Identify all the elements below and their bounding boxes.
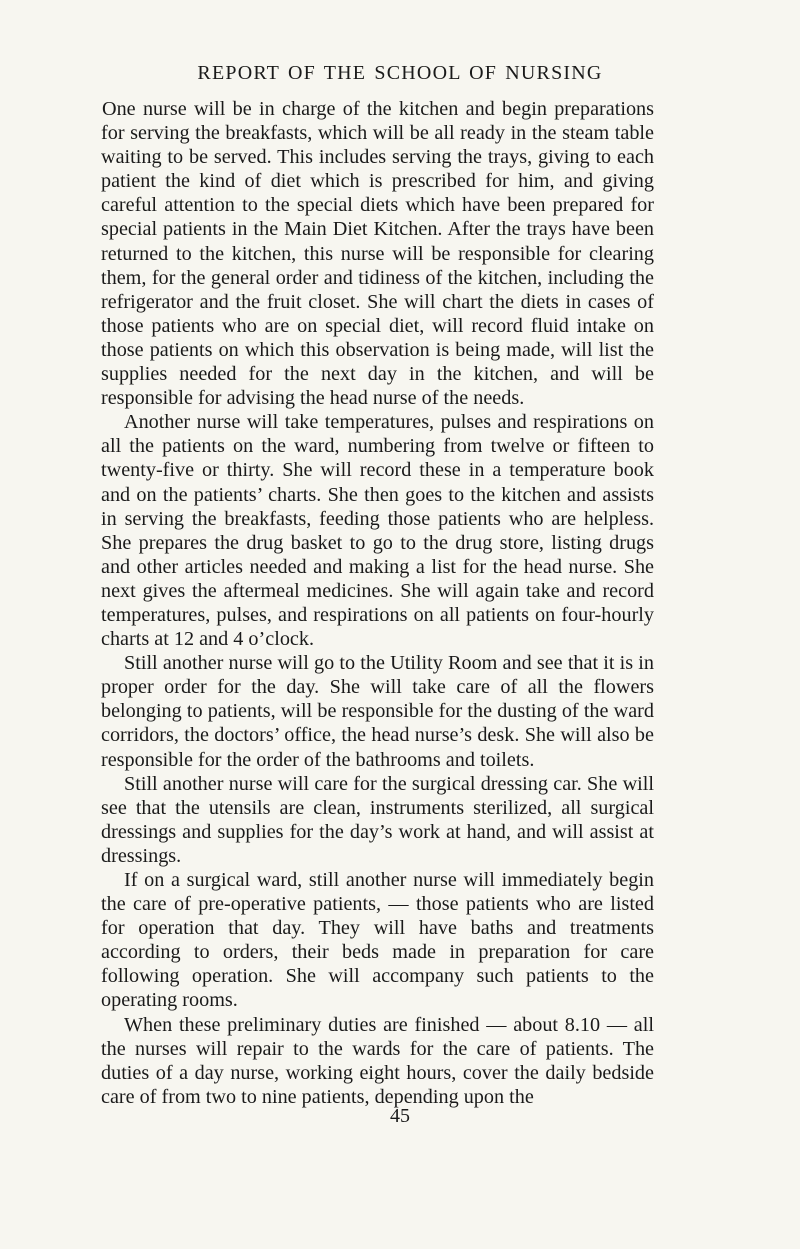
- page-number: 45: [390, 1105, 410, 1127]
- paragraph-pre-operative-nurse: If on a surgical ward, still another nurse will immediately begin the care of pre-operative patients, — those patients who are listed for operation that day. They will have baths and treatments according to orders, their beds made in preparation for care following operation. She will accompany such patients to the operating rooms.: [101, 869, 654, 1012]
- running-head: REPORT OF THE SCHOOL OF NURSING: [197, 62, 603, 84]
- paragraph-dressing-car-nurse: Still another nurse will care for the surgical dressing car. She will see that the utensils are clean, instruments sterilized, all surgical dressings and supplies for the day’s work at hand, and will assist at dressings.: [101, 772, 654, 867]
- paragraph-utility-room-nurse: Still another nurse will go to the Utility Room and see that it is in proper order for the day. She will take care of all the flowers belonging to patients, will be responsible for the dusting of the ward corridors, the doctors’ office, the head nurse’s desk. She will also be responsible for the order of the bathrooms and toilets.: [101, 652, 654, 771]
- body-text: [101, 97, 654, 1109]
- paragraph-temperature-nurse: Another nurse will take temperatures, pulses and respirations on all the patients on the ward, numbering from twelve or fifteen to twenty-five or thirty. She will record these in a temperature book and on the patients’ charts. She then goes to the kitchen and assists in serving the breakfasts, feeding those patients who are helpless. She prepares the drug basket to go to the drug store, listing drugs and other articles needed and making a list for the head nurse. She next gives the aftermeal medicines. She will again take and record temperatures, pulses, and respirations on all patients on four-hourly charts at 12 and 4 o’clock.: [101, 411, 654, 651]
- paragraph-preliminary-duties: When these preliminary duties are finished — about 8.10 — all the nurses will repair to the wards for the care of patients. The duties of a day nurse, working eight hours, cover the daily bedside care of from two to nine patients, depending upon the: [101, 1013, 654, 1108]
- paragraph-kitchen-nurse: One nurse will be in charge of the kitchen and begin preparations for serving the breakfasts, which will be all ready in the steam table waiting to be served. This includes serving the trays, giving to each patient the kind of diet which is prescribed for him, and giving careful attention to the special diets which have been prepared for special patients in the Main Diet Kitchen. After the trays have been returned to the kitchen, this nurse will be responsible for clearing them, for the general order and tidiness of the kitchen, including the refrigerator and the fruit closet. She will chart the diets in cases of those patients who are on special diet, will record fluid intake on those patients on which this observation is being made, will list the supplies needed for the next day in the kitchen, and will be responsible for advising the head nurse of the needs.: [101, 98, 654, 410]
